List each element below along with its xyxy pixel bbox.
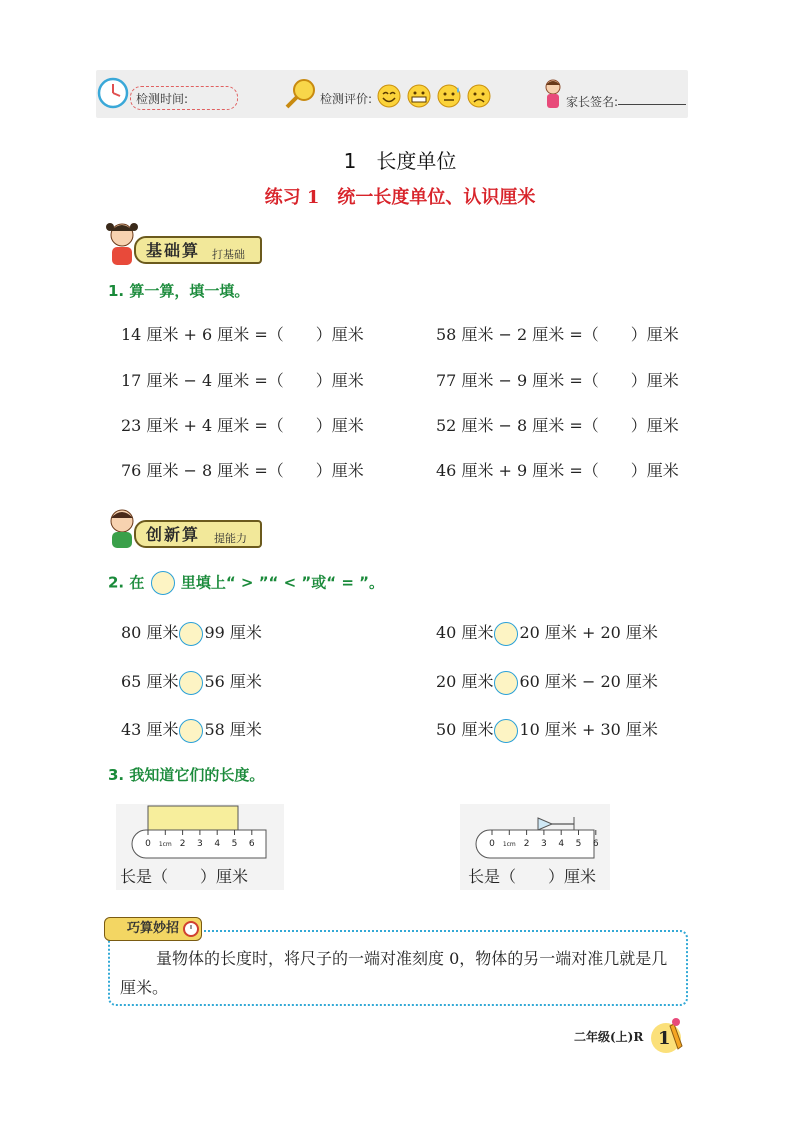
grin-face-icon[interactable] — [408, 85, 430, 107]
q1-row-1-left[interactable]: 14 厘米 + 6 厘米 =（ ）厘米 — [121, 325, 364, 344]
q2-row-3-right — [436, 717, 658, 743]
q1-row-4-left[interactable]: 76 厘米 − 8 厘米 =（ ）厘米 — [121, 461, 364, 480]
ruler-tick-label: 5 — [231, 839, 238, 849]
ruler-tick-label: 5 — [575, 839, 582, 849]
ruler-tick-label: 4 — [558, 839, 565, 849]
compare-circle[interactable] — [494, 622, 518, 646]
q1-row-4-right[interactable]: 46 厘米 + 9 厘米 =（ ）厘米 — [436, 461, 679, 480]
section-innovate-title: 创新算 — [146, 525, 201, 544]
ruler-tick-label: 0 — [489, 839, 495, 849]
ruler-tick-label: 0 — [145, 839, 151, 849]
sad-face-icon[interactable] — [468, 85, 490, 107]
ruler-tick-label: 1cm — [502, 841, 516, 848]
compare-circle[interactable] — [179, 622, 203, 646]
tip-label-text: 巧算妙招 — [126, 921, 179, 936]
q1-row-3-right[interactable]: 52 厘米 − 8 厘米 =（ ）厘米 — [436, 416, 679, 435]
section-basic-subtitle: 打基础 — [212, 248, 245, 261]
tip-text: 量物体的长度时，将尺子的一端对准刻度 0，物体的另一端对准几就是几厘米。 — [120, 949, 668, 997]
compare-circle[interactable] — [494, 719, 518, 743]
q2-r2-r-b: 60 厘米 − 20 厘米 — [519, 672, 658, 691]
question-3-title: 3. 我知道它们的长度。 — [108, 766, 265, 784]
sign-label: 家长签名: — [566, 95, 619, 109]
q2-r3-r-b: 10 厘米 + 30 厘米 — [519, 720, 658, 739]
compare-circle[interactable] — [179, 671, 203, 695]
q2-row-3-left — [121, 717, 262, 743]
question-2-title — [108, 571, 384, 595]
compare-circle-sample — [151, 571, 175, 595]
grade-label: 二年级(上)R — [574, 1030, 644, 1044]
q2-r2-l-a: 65 厘米 — [121, 672, 179, 691]
q2-r3-r-a: 50 厘米 — [436, 720, 494, 739]
ruler-tick-label: 2 — [523, 839, 530, 849]
q2-row-2-left — [121, 669, 262, 695]
question-1-title: 1. 算一算，填一填。 — [108, 282, 250, 300]
sign-line[interactable] — [618, 104, 686, 105]
q2-r1-r-a: 40 厘米 — [436, 623, 494, 642]
q3-answer-2[interactable]: 长是（ ）厘米 — [468, 867, 597, 886]
q2-r3-l-a: 43 厘米 — [121, 720, 179, 739]
q2-title-suffix: 里填上“ > ”“ < ”或“ = ”。 — [180, 573, 385, 592]
q2-r3-l-b: 58 厘米 — [204, 720, 262, 739]
ruler-tick-label: 4 — [214, 839, 221, 849]
compare-circle[interactable] — [179, 719, 203, 743]
chapter-title: 1 长度单位 — [343, 149, 457, 173]
ruler-tick-label: 6 — [592, 839, 599, 849]
ruler-tick-label: 3 — [197, 839, 203, 849]
page-number: 1 — [658, 1028, 671, 1049]
ruler-tick-label: 3 — [541, 839, 547, 849]
time-label: 检测时间: — [136, 92, 189, 106]
section-basic-title: 基础算 — [146, 241, 201, 260]
sweat-face-icon[interactable] — [438, 85, 460, 107]
measured-bar — [148, 806, 238, 830]
q2-r2-r-a: 20 厘米 — [436, 672, 494, 691]
q1-row-2-left[interactable]: 17 厘米 − 4 厘米 =（ ）厘米 — [121, 371, 364, 390]
q2-r1-l-a: 80 厘米 — [121, 623, 179, 642]
q3-answer-1[interactable]: 长是（ ）厘米 — [120, 867, 249, 886]
q1-row-2-right[interactable]: 77 厘米 − 9 厘米 =（ ）厘米 — [436, 371, 679, 390]
magnifier-icon — [284, 78, 320, 110]
ruler-tick-label: 1cm — [158, 841, 172, 848]
q2-r1-l-b: 99 厘米 — [204, 623, 262, 642]
alarm-clock-icon — [182, 919, 200, 937]
parent-avatar-icon — [540, 78, 566, 110]
ruler-tick-label: 6 — [248, 839, 255, 849]
eval-faces — [376, 83, 496, 109]
q2-title-prefix: 2. 在 — [108, 573, 145, 592]
eval-label: 检测评价: — [320, 92, 373, 106]
lesson-title: 练习 1 统一长度单位、认识厘米 — [264, 187, 536, 208]
compare-circle[interactable] — [494, 671, 518, 695]
q2-r2-l-b: 56 厘米 — [204, 672, 262, 691]
q1-row-3-left[interactable]: 23 厘米 + 4 厘米 =（ ）厘米 — [121, 416, 364, 435]
q2-r1-r-b: 20 厘米 + 20 厘米 — [519, 623, 658, 642]
clock-icon — [97, 77, 129, 109]
ruler-tick-label: 2 — [179, 839, 186, 849]
happy-face-icon[interactable] — [378, 85, 400, 107]
q2-row-2-right — [436, 669, 658, 695]
q2-row-1-left — [121, 620, 262, 646]
section-innovate-subtitle: 提能力 — [214, 532, 247, 545]
q1-row-1-right[interactable]: 58 厘米 − 2 厘米 =（ ）厘米 — [436, 325, 679, 344]
q2-row-1-right — [436, 620, 658, 646]
